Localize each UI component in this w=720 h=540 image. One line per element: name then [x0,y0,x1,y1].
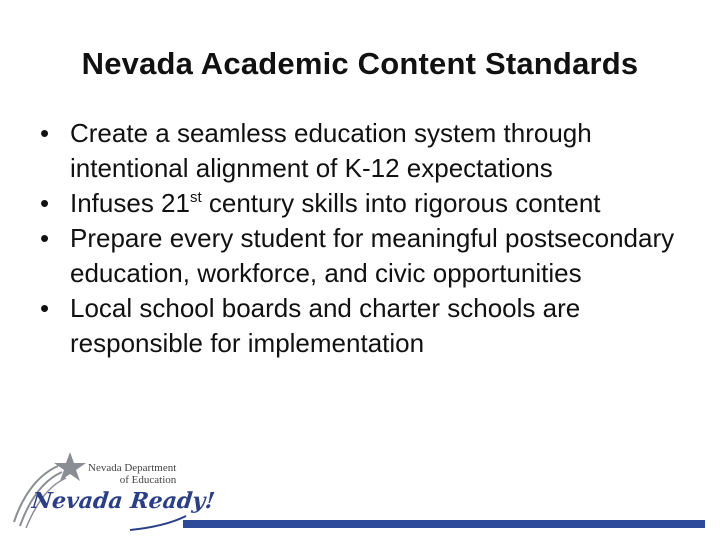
logo-department-line1: Nevada Department [88,462,177,474]
bullet-text-before: Infuses 21 [70,188,190,218]
footer-bar [183,520,705,528]
bullet-dot: • [40,223,50,253]
bullet-item [40,221,700,291]
logo-department-text [88,462,176,486]
bullet-text-after: century skills into rigorous content [201,188,601,218]
bullet-dot: • [40,118,50,148]
bullet-dot: • [40,293,50,323]
logo-department-line2: of Education [119,474,177,486]
bullet-item [40,291,700,361]
bullet-text: Create a seamless education system through intentional alignment of K-12 expectations [70,118,592,183]
bullet-item [40,116,700,186]
bullet-list [40,116,700,361]
bullet-dot: • [40,188,50,218]
nevada-department-of-education-logo [10,452,217,534]
bullet-text: Local school boards and charter schools are responsible for implementation [70,293,581,358]
bullet-text: Prepare every student for meaningful postsecondary education, workforce, and civic opportunities [70,223,675,288]
logo-tagline: Nevada Ready! [30,488,217,514]
slide-title: Nevada Academic Content Standards [81,46,639,81]
bullet-superscript: st [189,189,202,206]
bullet-item [40,186,700,221]
